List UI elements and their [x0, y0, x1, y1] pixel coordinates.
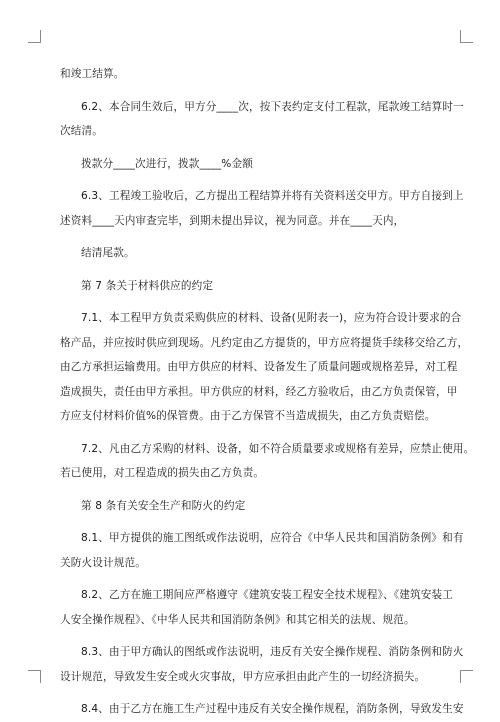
paragraph-line: 6.2、本合同生效后，甲方分____次，按下表约定支付工程款，尾款竣工结算时一: [81, 100, 464, 113]
paragraph-line: 6.3、工程竣工验收后，乙方提出工程结算并将有关资料送交甲方。甲方自接到上: [81, 190, 464, 202]
paragraph-line: 7.2、凡由乙方采购的材料、设备，如不符合质量要求或规格有差异，应禁止使用。: [81, 442, 475, 455]
crop-mark-bottom-left: [28, 670, 41, 683]
paragraph-line: 设计规范，导致发生安全或火灾事故，甲方应承担由此产生的一切经济损失。: [60, 670, 426, 683]
paragraph-line: 关防火设计规范。: [60, 556, 146, 569]
document-body: [60, 62, 475, 722]
paragraph-line: 方应支付材料价值%的保管费。由于乙方保管不当造成损失，由乙方负责赔偿。: [60, 410, 436, 422]
crop-mark-bottom-right: [460, 670, 473, 683]
section-heading: 第 8 条有关安全生产和防火的约定: [81, 499, 246, 512]
paragraph-line: 格产品，并应按时供应到现场。凡约定由乙方提货的，甲方应将提货手续移交给乙方，: [60, 336, 469, 349]
paragraph-line: 若已使用，对工程造成的损失由乙方负责。: [60, 467, 265, 479]
paragraph-line: 8.2、乙方在施工期间应严格遵守《建筑安装工程安全技术规程》、《建筑安装工: [81, 589, 453, 601]
paragraph-line: 述资料____天内审查完毕，到期未提出异议，视为同意。并在____天内，: [60, 214, 405, 227]
paragraph-line: 由乙方承担运输费用。由甲方供应的材料、设备发生了质量问题或规格差异，对工程: [60, 361, 458, 373]
section-heading: 第 7 条关于材料供应的约定: [81, 279, 214, 292]
paragraph-line: 7.1、本工程甲方负责采购供应的材料、设备(见附表一)，应为符合设计要求的合: [81, 312, 462, 324]
paragraph-line: 和竣工结算。: [60, 68, 125, 80]
crop-mark-top-left: [28, 30, 41, 43]
paragraph-line: 拨款分____次进行，拨款____%金额: [81, 157, 253, 170]
paragraph-line: 人安全操作规程》、《中华人民共和国消防条例》和其它相关的法规、规范。: [60, 613, 415, 626]
paragraph-line: 次结清。: [60, 125, 103, 137]
paragraph-line: 8.1、甲方提供的施工图纸或作法说明，应符合《中华人民共和国消防条例》和有: [81, 532, 464, 544]
paragraph-line: 结清尾款。: [81, 247, 135, 259]
crop-mark-top-right: [460, 30, 473, 43]
paragraph-line: 8.4、由于乙方在施工生产过程中违反有关安全操作规程，消防条例，导致发生安: [81, 703, 464, 715]
paragraph-line: 造成损失，责任由甲方承担。甲方供应的材料，经乙方验收后，由乙方负责保管，甲: [60, 385, 458, 398]
paragraph-line: 8.3、由于甲方确认的图纸或作法说明，违反有关安全操作规程、消防条例和防火: [81, 646, 464, 658]
